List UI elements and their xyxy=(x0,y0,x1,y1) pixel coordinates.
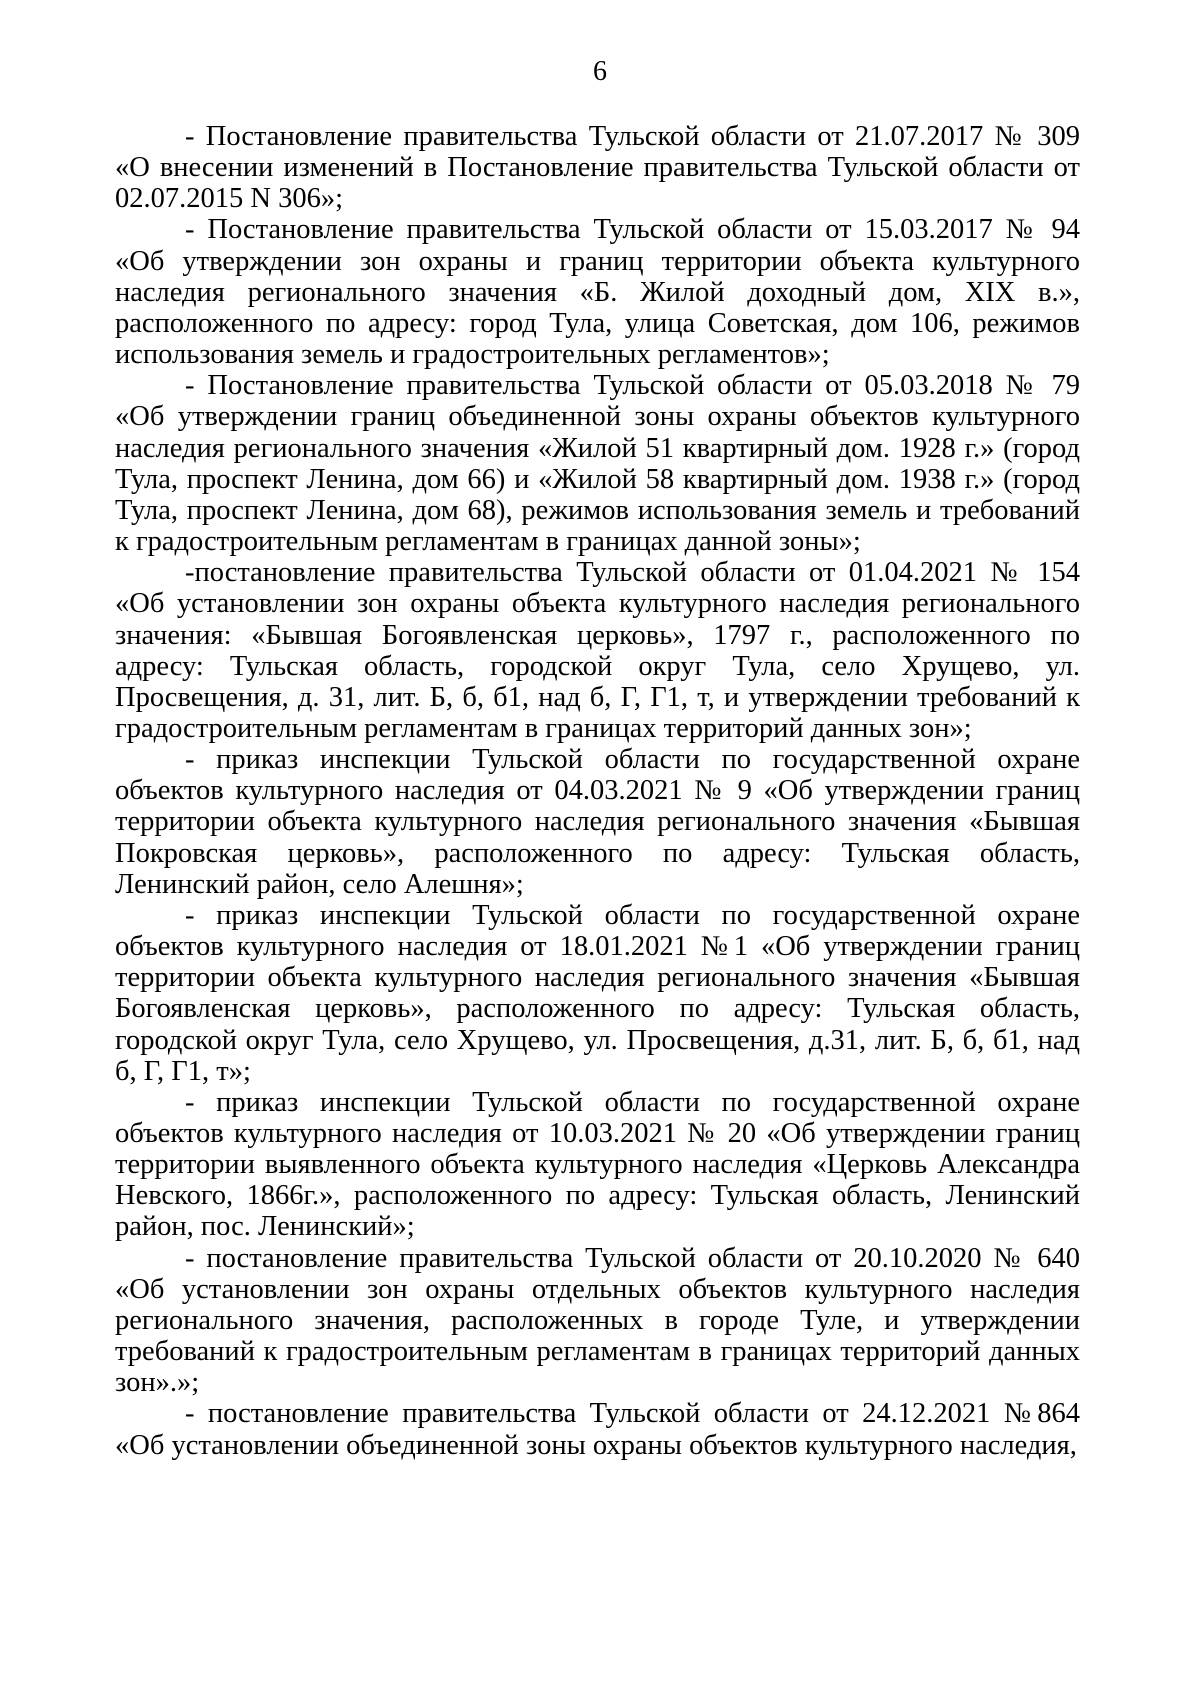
paragraph-7: - приказ инспекции Тульской области по государственной охране объектов культурного наследия от 10.03.2021 № 20 «Об утверждении границ территории выявленного объекта культурного наследия «Церковь Александра Невского, 1866г.», расположенного по адресу: Тульская область, Ленинский район, пос. Ленинский»; xyxy=(115,1086,1080,1243)
paragraph-1: - Постановление правительства Тульской области от 21.07.2017 № 309 «О внесении изменений в Постановление правительства Тульской области от 02.07.2015 N 306»; xyxy=(115,121,1080,215)
page-number: 6 xyxy=(593,56,607,87)
paragraph-8: - постановление правительства Тульской области от 20.10.2020 № 640 «Об установлении зон охраны отдельных объектов культурного наследия регионального значения, расположенных в городе Туле, и утверждении требований к градостроительным регламентам в границах территорий данных зон».»; xyxy=(115,1242,1080,1399)
paragraph-4: -постановление правительства Тульской области от 01.04.2021 № 154 «Об установлении зон охраны объекта культурного наследия регионального значения: «Бывшая Богоявленская церковь», 1797 г., расположенного по адресу: Тульская область, городской округ Тула, село Хрущево, ул. Просвещения, д. 31, лит. Б, б, б1, над б, Г, Г1, т, и утверждении требований к градостроительным регламентам в границах территорий данных зон»; xyxy=(115,557,1080,744)
paragraph-6: - приказ инспекции Тульской области по государственной охране объектов культурного наследия от 18.01.2021 №1 «Об утверждении границ территории объекта культурного наследия регионального значения «Бывшая Богоявленская церковь», расположенного по адресу: Тульская область, городской округ Тула, село Хрущево, ул. Просвещения, д.31, лит. Б, б, б1, над б, Г, Г1, т»; xyxy=(115,899,1080,1087)
paragraph-3: - Постановление правительства Тульской области от 05.03.2018 № 79 «Об утверждении границ объединенной зоны охраны объектов культурного наследия регионального значения «Жилой 51 квартирный дом. 1928 г.» (город Тула, проспект Ленина, дом 66) и «Жилой 58 квартирный дом. 1938 г.» (город Тула, проспект Ленина, дом 68), режимов использования земель и требований к градостроительным регламентам в границах данной зоны»; xyxy=(115,370,1080,558)
paragraph-9: - постановление правительства Тульской области от 24.12.2021 №864 «Об установлении объединенной зоны охраны объектов культурного наследия, xyxy=(115,1398,1080,1461)
paragraph-5: - приказ инспекции Тульской области по государственной охране объектов культурного наследия от 04.03.2021 № 9 «Об утверждении границ территории объекта культурного наследия регионального значения «Бывшая Покровская церковь», расположенного по адресу: Тульская область, Ленинский район, село Алешня»; xyxy=(115,744,1080,900)
paragraph-2: - Постановление правительства Тульской области от 15.03.2017 № 94 «Об утверждении зон охраны и границ территории объекта культурного наследия регионального значения «Б. Жилой доходный дом, XIX в.», расположенного по адресу: город Тула, улица Советская, дом 106, режимов использования земель и градостроительных регламентов»; xyxy=(115,214,1080,371)
document-body xyxy=(115,121,1080,1461)
